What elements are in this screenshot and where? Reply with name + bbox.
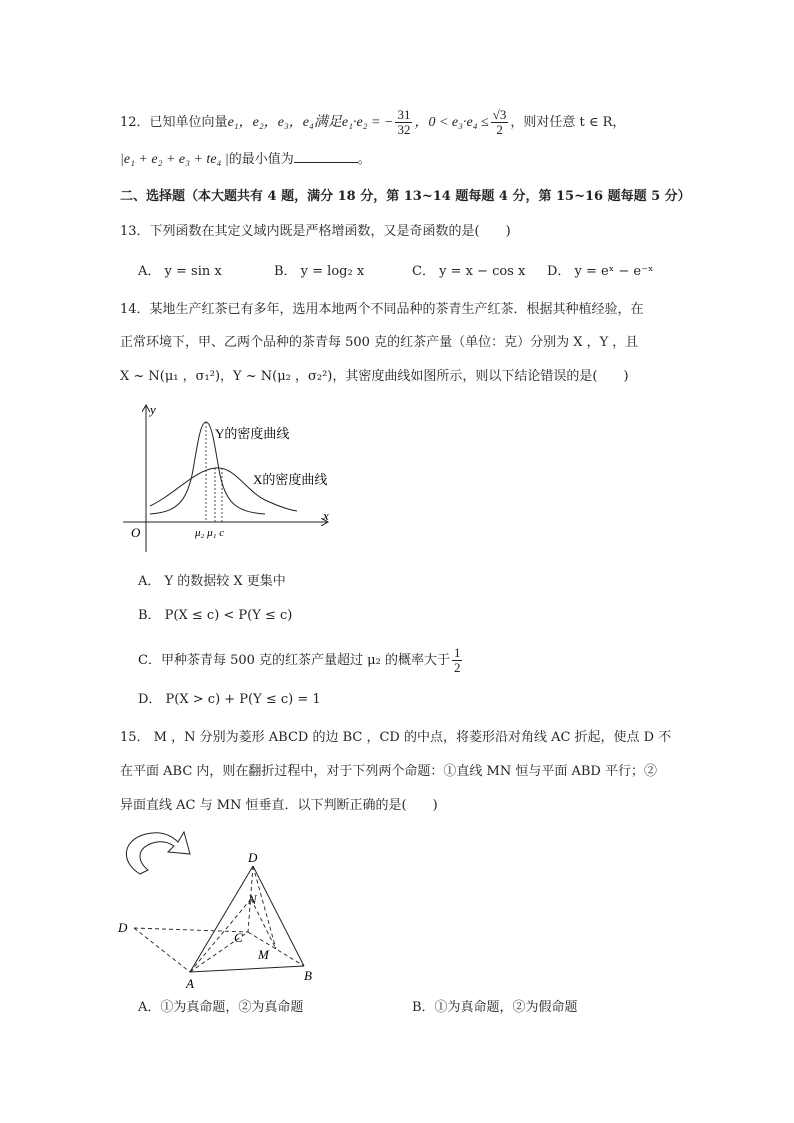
- q12-end: 。: [357, 152, 371, 167]
- q12-number: 12．: [120, 115, 150, 130]
- q14-line1: 14．某地生产红茶已有多年，选用本地两个不同品种的茶青生产红茶．根据其种植经验，在: [120, 302, 644, 317]
- q14-line2: 正常环境下，甲、乙两个品种的茶青每 500 克的红茶产量（单位：克）分别为 X ，Y ，且: [120, 335, 639, 350]
- q13-stem: 13．下列函数在其定义域内既是严格增函数，又是奇函数的是( ): [120, 224, 511, 239]
- x-curve-label: X的密度曲线: [253, 472, 328, 487]
- edge-dleft-a: [134, 928, 190, 972]
- tick-labels: μ₂ μ₁ c: [195, 527, 225, 539]
- q12-line2: [120, 150, 371, 170]
- label-n: N: [248, 892, 257, 907]
- q12-fraction-2: $\frac{√3}{2}$: [492, 107, 507, 137]
- label-m: M: [258, 947, 269, 962]
- q14-option-d: D． P(X > c) + P(Y ≤ c) = 1: [138, 692, 321, 707]
- label-d-left: D: [118, 920, 128, 935]
- edge-d-m: [253, 866, 276, 949]
- section2-title: 二、选择题（本大题共有 4 题，满分 18 分，第 13~14 题每题 4 分，第 15~16 题每题 5 分）: [120, 189, 691, 204]
- fold-arrow-icon: [126, 832, 190, 874]
- q12-expression: |e₁ + e₂ + e₃ + te₄ |: [120, 152, 229, 167]
- q12-fraction-1: $\frac{31}{32}$: [397, 107, 411, 137]
- y-axis-label: y: [150, 402, 156, 417]
- q12-answer-blank[interactable]: [294, 150, 358, 163]
- y-curve-label: Y的密度曲线: [215, 426, 290, 441]
- edge-a-b: [190, 966, 304, 972]
- q14-option-c-fraction: $\frac{1}{2}$: [453, 645, 461, 675]
- q13-option-b: B． y = log₂ x: [274, 264, 365, 279]
- q15-option-b: B．①为真命题，②为假命题: [412, 1000, 578, 1015]
- label-d-top: D: [248, 850, 258, 865]
- q15-folding-figure: [110, 822, 330, 994]
- q13-option-a: A． y = sin x: [138, 264, 222, 279]
- q13-option-c: C． y = x − cos x: [412, 264, 526, 279]
- q14-option-b: B． P(X ≤ c) < P(Y ≤ c): [138, 608, 293, 623]
- q12-condition: 满足e₁·e₂ = −: [313, 115, 394, 130]
- q15-line1: 15． M ，N 分别为菱形 ABCD 的边 BC ，CD 的中点，将菱形沿对角线 AC 折起，使点 D 不: [120, 730, 672, 745]
- x-axis-label: x: [323, 508, 329, 523]
- q15-option-a: A．①为真命题，②为真命题: [138, 1000, 304, 1015]
- q14-line3: X ~ N(μ₁ ，σ₁²)，Y ~ N(μ₂ ，σ₂²)，其密度曲线如图所示，则以下结论错误的是( ): [120, 369, 629, 384]
- q15-line3: 异面直线 AC 与 MN 恒垂直．以下判断正确的是( ): [120, 798, 438, 813]
- label-c: C: [234, 930, 243, 945]
- q12-min-text: 的最小值为: [228, 152, 294, 167]
- q12-tail: ，则对任意 t ∈ R，: [510, 115, 626, 130]
- q12-prefix: 已知单位向量: [149, 115, 228, 130]
- q13-option-d: D． y = eˣ − e⁻ˣ: [547, 264, 654, 279]
- origin-label: O: [131, 525, 141, 540]
- q12-condition-2: ，0 < e₃·e₄ ≤: [414, 115, 489, 130]
- label-a: A: [186, 976, 194, 991]
- edge-dleft-c: [134, 928, 248, 932]
- edge-a-d: [190, 866, 253, 972]
- q12-vectors: e₁，e₂，e₃，e₄: [227, 115, 314, 130]
- q14-option-c: C．甲种茶青每 500 克的红茶产量超过 μ₂ 的概率大于 $\frac{1}{2}$: [138, 645, 461, 675]
- label-b: B: [304, 968, 312, 983]
- q14-density-graph: [115, 400, 345, 560]
- q15-line2: 在平面 ABC 内，则在翻折过程中，对于下列两个命题：①直线 MN 恒与平面 ABD 平行；②: [120, 764, 657, 779]
- q14-option-a: A． Y 的数据较 X 更集中: [138, 574, 286, 589]
- q12-line1: [120, 108, 625, 137]
